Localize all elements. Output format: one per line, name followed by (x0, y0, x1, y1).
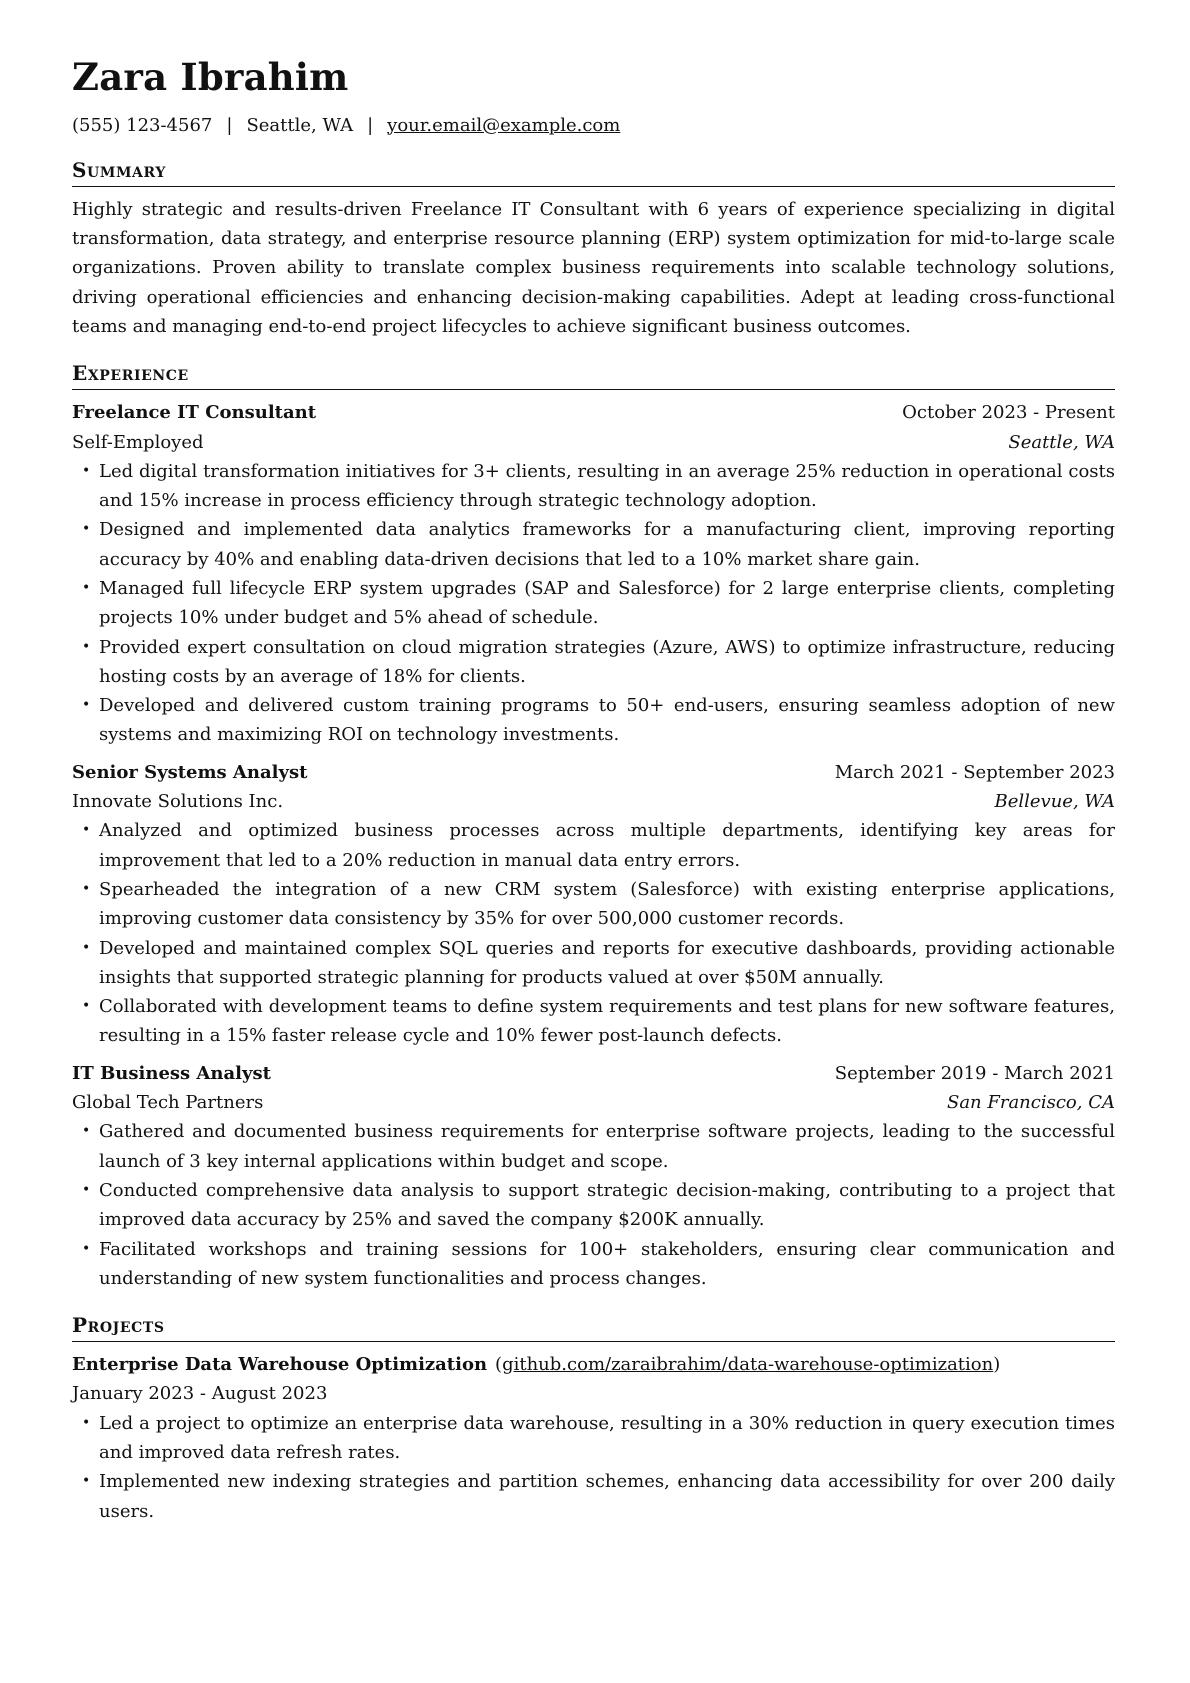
bullet-item: • Provided expert consultation on cloud migration strategies (Azure, AWS) to optimize infrastructure, reducing hosting costs by an average of 18% for clients. (72, 633, 1115, 692)
bullet-item: • Analyzed and optimized business processes across multiple departments, identifying key areas for improvement that led to a 20% reduction in manual data entry errors. (72, 816, 1115, 875)
bullet-icon: • (82, 1240, 91, 1257)
contact-line (72, 113, 1115, 138)
bullet-icon: • (82, 822, 91, 839)
job-location: Seattle, WA (1008, 431, 1115, 453)
bullet-icon: • (82, 1123, 91, 1140)
bullet-item: • Implemented new indexing strategies and partition schemes, enhancing data accessibility for over 200 daily users. (72, 1467, 1115, 1526)
bullet-icon: • (82, 1414, 91, 1431)
bullet-icon: • (82, 880, 91, 897)
summary-heading: Summary (72, 158, 1115, 187)
project-bullets (72, 1409, 1115, 1526)
bullet-item: • Spearheaded the integration of a new CRM system (Salesforce) with existing enterprise applications, improving customer data consistency by 35% for over 500,000 customer records. (72, 875, 1115, 934)
company-name: Self-Employed (72, 431, 204, 453)
project-link[interactable]: github.com/zaraibrahim/data-warehouse-optimization (502, 1354, 994, 1376)
project-dates: January 2023 - August 2023 (72, 1383, 328, 1405)
job-title: Freelance IT Consultant (72, 402, 317, 424)
company-name: Innovate Solutions Inc. (72, 791, 284, 813)
bullet-item: • Led digital transformation initiatives for 3+ clients, resulting in an average 25% reduction in operational costs and 15% increase in process efficiency through strategic technology adoption. (72, 457, 1115, 516)
resume-page (72, 56, 1115, 1534)
bullet-icon: • (82, 998, 91, 1015)
bullet-icon: • (82, 1181, 91, 1198)
job-dates: October 2023 - Present (902, 402, 1115, 424)
bullet-icon: • (82, 580, 91, 596)
bullet-item: • Developed and maintained complex SQL queries and reports for executive dashboards, providing actionable insights that supported strategic planning for products valued at over $50M annually. (72, 934, 1115, 993)
candidate-name: Zara Ibrahim (72, 55, 349, 99)
project-title: Enterprise Data Warehouse Optimization (72, 1354, 488, 1376)
job-bullets (72, 457, 1115, 750)
bullet-item: • Facilitated workshops and training sessions for 100+ stakeholders, ensuring clear communication and understanding of new system functionalities and process changes. (72, 1235, 1115, 1294)
summary-text: Highly strategic and results-driven Freelance IT Consultant with 6 years of experience specializing in digital transformation, data strategy, and enterprise resource planning (ERP) system optimization for mid-to-large scale organizations. Proven ability to translate complex business requirements into scalable technology solutions, driving operational efficiencies and enhancing decision-making capabilities. Adept at leading cross-functional teams and managing end-to-end project lifecycles to achieve significant business outcomes. (72, 198, 1115, 337)
job-dates: September 2019 - March 2021 (834, 1062, 1115, 1084)
location-text: Seattle, WA (246, 114, 354, 136)
bullet-icon: • (82, 462, 91, 479)
contact-separator: | (226, 114, 233, 136)
job-dates: March 2021 - September 2023 (834, 761, 1115, 783)
bullet-item: • Designed and implemented data analytics frameworks for a manufacturing client, improving reporting accuracy by 40% and enabling data-driven decisions that led to a 10% market share gain. (72, 515, 1115, 574)
job-bullets (72, 1117, 1115, 1293)
bullet-icon: • (82, 638, 91, 655)
bullet-item: • Collaborated with development teams to define system requirements and test plans for new software features, resulting in a 15% faster release cycle and 10% fewer post-launch defects. (72, 992, 1115, 1051)
email-link[interactable]: your.email@example.com (387, 114, 621, 136)
job-title: Senior Systems Analyst (72, 761, 308, 783)
project-entry (72, 1350, 1115, 1526)
company-name: Global Tech Partners (72, 1092, 264, 1114)
job-entry (72, 758, 1115, 1051)
phone-number: (555) 123-4567 (72, 114, 213, 136)
job-title: IT Business Analyst (72, 1062, 271, 1084)
projects-heading: Projects (72, 1313, 1115, 1342)
bullet-icon: • (82, 1473, 91, 1490)
bullet-item: • Developed and delivered custom training programs to 50+ end-users, ensuring seamless adoption of new systems and maximizing ROI on technology investments. (72, 691, 1115, 750)
job-location: Bellevue, WA (994, 791, 1115, 813)
job-entry (72, 1059, 1115, 1293)
experience-heading: Experience (72, 361, 1115, 390)
bullet-icon: • (82, 697, 91, 714)
project-link-wrapper: (github.com/zaraibrahim/data-warehouse-optimization) (495, 1354, 1001, 1376)
bullet-item: • Managed full lifecycle ERP system upgrades (SAP and Salesforce) for 2 large enterprise clients, completing projects 10% under budget and 5% ahead of schedule. (72, 574, 1115, 633)
bullet-item: • Conducted comprehensive data analysis to support strategic decision-making, contributing to a project that improved data accuracy by 25% and saved the company $200K annually. (72, 1176, 1115, 1235)
bullet-icon: • (82, 521, 91, 538)
job-entry (72, 398, 1115, 750)
bullet-icon: • (82, 939, 91, 956)
job-location: San Francisco, CA (946, 1092, 1115, 1114)
bullet-item: • Led a project to optimize an enterprise data warehouse, resulting in a 30% reduction in query execution times and improved data refresh rates. (72, 1409, 1115, 1468)
bullet-item: • Gathered and documented business requirements for enterprise software projects, leading to the successful launch of 3 key internal applications within budget and scope. (72, 1117, 1115, 1176)
contact-separator: | (367, 114, 374, 136)
job-bullets (72, 816, 1115, 1050)
